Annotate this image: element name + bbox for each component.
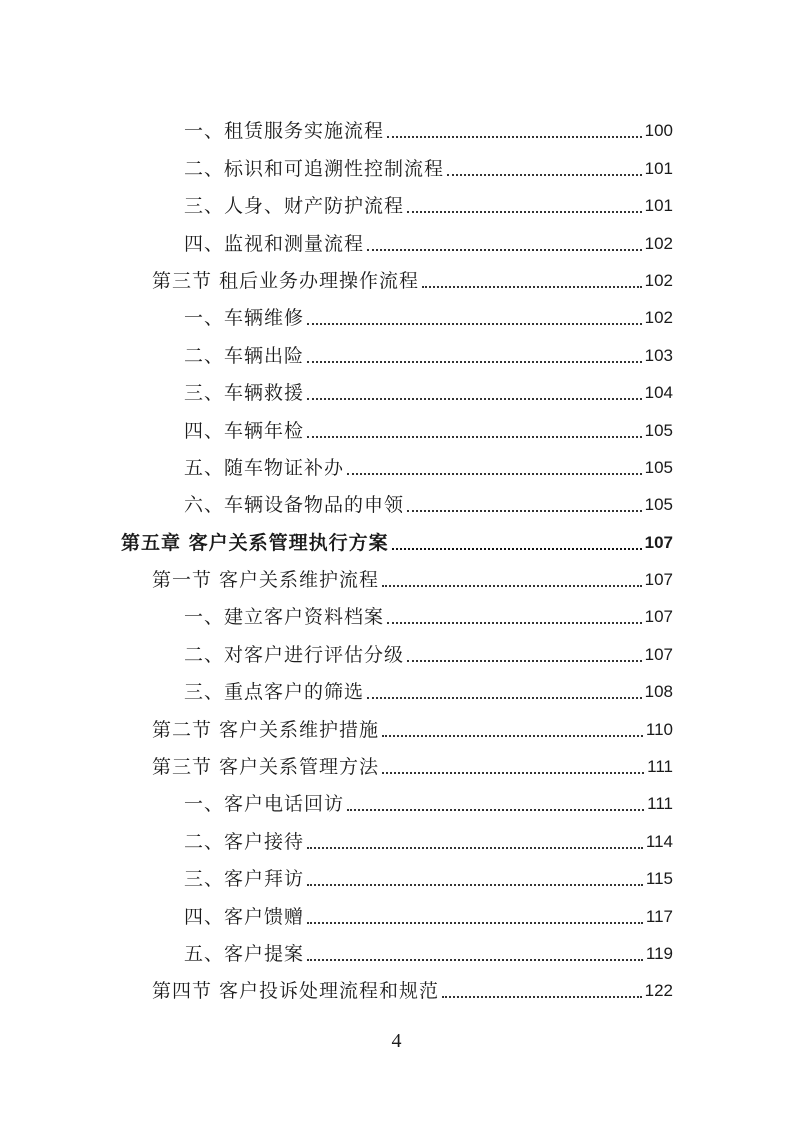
toc-leader-dots [307,922,643,924]
toc-entry-label: 第二节 客户关系维护措施 [152,718,380,741]
toc-entry-label: 第五章 客户关系管理执行方案 [121,531,389,554]
toc-subsection-entry[interactable] [0,374,793,411]
toc-leader-dots [407,211,642,213]
toc-entry-label: 六、车辆设备物品的申领 [184,494,405,517]
toc-leader-dots [407,660,642,662]
toc-subsection-entry[interactable] [0,411,793,448]
toc-entry-page: 102 [644,308,673,328]
toc-entry-page: 111 [647,757,673,777]
toc-entry-label: 三、重点客户的筛选 [184,681,365,704]
toc-subsection-entry[interactable] [0,598,793,635]
toc-leader-dots [407,510,642,512]
toc-entry-page: 101 [644,196,673,216]
toc-entry-page: 104 [644,383,673,403]
toc-leader-dots [347,473,642,475]
toc-entry-page: 117 [645,906,673,926]
toc-entry-label: 五、随车物证补办 [184,456,345,479]
toc-entry-page: 115 [645,869,673,889]
toc-entry-page: 107 [644,644,673,664]
toc-entry-page: 105 [644,495,673,515]
toc-subsection-entry[interactable] [0,897,793,934]
toc-leader-dots [382,735,643,737]
toc-subsection-entry[interactable] [0,187,793,224]
toc-subsection-entry[interactable] [0,224,793,261]
toc-subsection-entry[interactable] [0,860,793,897]
toc-entry-page: 111 [647,794,673,814]
toc-entry-page: 105 [644,420,673,440]
toc-leader-dots [382,772,644,774]
toc-entry-page: 108 [644,682,673,702]
toc-leader-dots [442,996,642,998]
toc-entry-page: 119 [645,943,673,963]
toc-leader-dots [422,286,642,288]
toc-subsection-entry[interactable] [0,112,793,149]
toc-subsection-entry[interactable] [0,673,793,710]
table-of-contents [0,112,793,1009]
toc-subsection-entry[interactable] [0,336,793,373]
toc-entry-label: 三、车辆救援 [184,382,305,405]
toc-entry-label: 四、车辆年检 [184,419,305,442]
toc-entry-label: 三、人身、财产防护流程 [184,195,405,218]
toc-subsection-entry[interactable] [0,635,793,672]
toc-leader-dots [387,622,642,624]
toc-entry-page: 107 [644,607,673,627]
toc-entry-page: 100 [644,121,673,141]
toc-entry-page: 102 [644,233,673,253]
toc-entry-label: 五、客户提案 [184,942,305,965]
toc-entry-label: 二、车辆出险 [184,344,305,367]
toc-leader-dots [387,136,642,138]
toc-entry-label: 三、客户拜访 [184,868,305,891]
toc-leader-dots [382,585,642,587]
toc-subsection-entry[interactable] [0,822,793,859]
toc-leader-dots [307,398,642,400]
toc-entry-page: 110 [645,719,673,739]
toc-leader-dots [392,548,642,550]
toc-entry-page: 107 [644,570,673,590]
toc-entry-label: 第三节 客户关系管理方法 [152,756,380,779]
toc-leader-dots [367,249,642,251]
toc-leader-dots [307,361,642,363]
toc-section-entry[interactable] [0,262,793,299]
toc-leader-dots [307,847,643,849]
toc-entry-page: 105 [644,457,673,477]
toc-subsection-entry[interactable] [0,486,793,523]
toc-subsection-entry[interactable] [0,935,793,972]
toc-entry-label: 一、建立客户资料档案 [184,606,385,629]
toc-entry-page: 101 [644,158,673,178]
toc-chapter-entry[interactable] [0,523,793,560]
toc-entry-label: 一、车辆维修 [184,307,305,330]
toc-entry-label: 四、监视和测量流程 [184,232,365,255]
toc-entry-label: 第三节 租后业务办理操作流程 [152,269,420,292]
toc-subsection-entry[interactable] [0,449,793,486]
toc-entry-page: 122 [644,981,673,1001]
toc-entry-page: 103 [644,345,673,365]
toc-leader-dots [307,959,643,961]
toc-section-entry[interactable] [0,972,793,1009]
toc-subsection-entry[interactable] [0,299,793,336]
toc-entry-label: 第一节 客户关系维护流程 [152,569,380,592]
toc-entry-label: 一、租赁服务实施流程 [184,120,385,143]
toc-section-entry[interactable] [0,710,793,747]
page-number: 4 [391,1030,402,1052]
toc-section-entry[interactable] [0,748,793,785]
toc-entry-label: 二、对客户进行评估分级 [184,643,405,666]
toc-entry-page: 107 [644,532,673,552]
toc-section-entry[interactable] [0,561,793,598]
toc-entry-label: 四、客户馈赠 [184,905,305,928]
toc-leader-dots [307,884,643,886]
toc-entry-page: 102 [644,270,673,290]
toc-leader-dots [307,436,642,438]
toc-entry-label: 二、客户接待 [184,830,305,853]
toc-leader-dots [307,323,642,325]
toc-entry-page: 114 [645,831,673,851]
toc-entry-label: 第四节 客户投诉处理流程和规范 [152,980,440,1003]
toc-entry-label: 一、客户电话回访 [184,793,345,816]
toc-entry-label: 二、标识和可追溯性控制流程 [184,157,445,180]
toc-subsection-entry[interactable] [0,149,793,186]
toc-subsection-entry[interactable] [0,785,793,822]
toc-leader-dots [367,697,642,699]
toc-leader-dots [347,809,644,811]
toc-leader-dots [447,174,642,176]
